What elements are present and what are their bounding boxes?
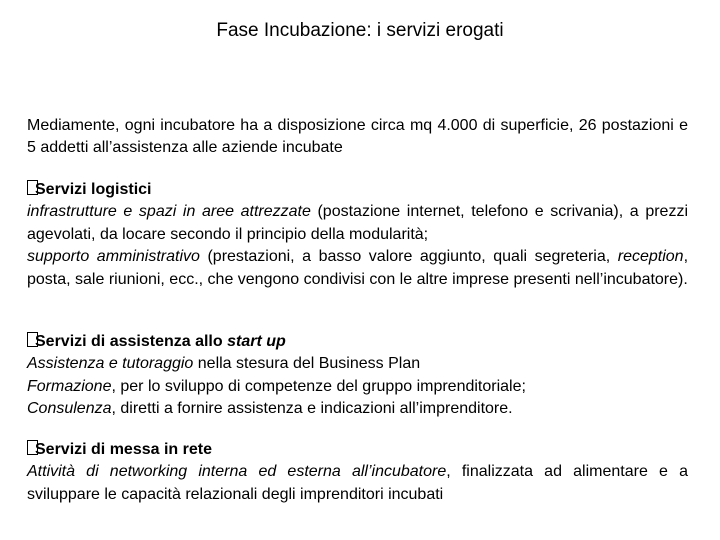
list-item <box>27 461 688 506</box>
section-heading: Servizi di assistenza allo <box>35 333 228 350</box>
item-text: , diretti a fornire assistenza e indicazioni all’imprenditore. <box>111 400 513 418</box>
list-item <box>27 376 688 398</box>
list-item <box>27 246 688 291</box>
item-text: (prestazioni, a basso valore aggiunto, quali segreteria, <box>199 248 618 266</box>
section-logistici <box>27 179 688 291</box>
list-item <box>27 201 688 246</box>
item-text: , per lo sviluppo di competenze del gruppo imprenditoriale; <box>111 377 526 395</box>
section-heading-italic: start up <box>227 333 286 350</box>
intro-paragraph: Mediamente, ogni incubatore ha a disposizione circa mq 4.000 di superficie, 26 postazioni e 5 addetti all’assistenza alle aziende incubate <box>27 117 688 157</box>
item-italic: Assistenza e tutoraggio <box>27 355 194 373</box>
item-text: , finalizzata ad alimentare e a sviluppare le capacità relazionali degli imprenditori incubati <box>27 463 688 503</box>
section-heading: Servizi di messa in rete <box>35 441 212 458</box>
list-item <box>27 353 688 375</box>
section-rete <box>27 439 688 506</box>
section-heading: Servizi logistici <box>35 181 152 198</box>
item-italic: Attività di networking interna ed esterna all’incubatore <box>27 463 447 481</box>
item-italic: infrastrutture e spazi in aree attrezzate <box>27 203 311 221</box>
item-text: nella stesura del Business Plan <box>193 355 421 373</box>
item-text: (postazione internet, telefono e scrivania), a prezzi agevolati, da locare secondo il principio della modularità; <box>27 203 688 243</box>
item-italic: reception <box>617 248 684 266</box>
list-item <box>27 398 688 420</box>
section-assistenza <box>27 331 688 421</box>
item-italic: supporto amministrativo <box>27 248 200 266</box>
item-text: , posta, sale riunioni, ecc., che vengono condivisi con le altre imprese presenti nell’incubatore). <box>27 248 689 288</box>
slide-title: Fase Incubazione: i servizi erogati <box>216 20 504 41</box>
item-italic: Consulenza <box>27 400 112 418</box>
item-italic: Formazione <box>27 377 112 395</box>
